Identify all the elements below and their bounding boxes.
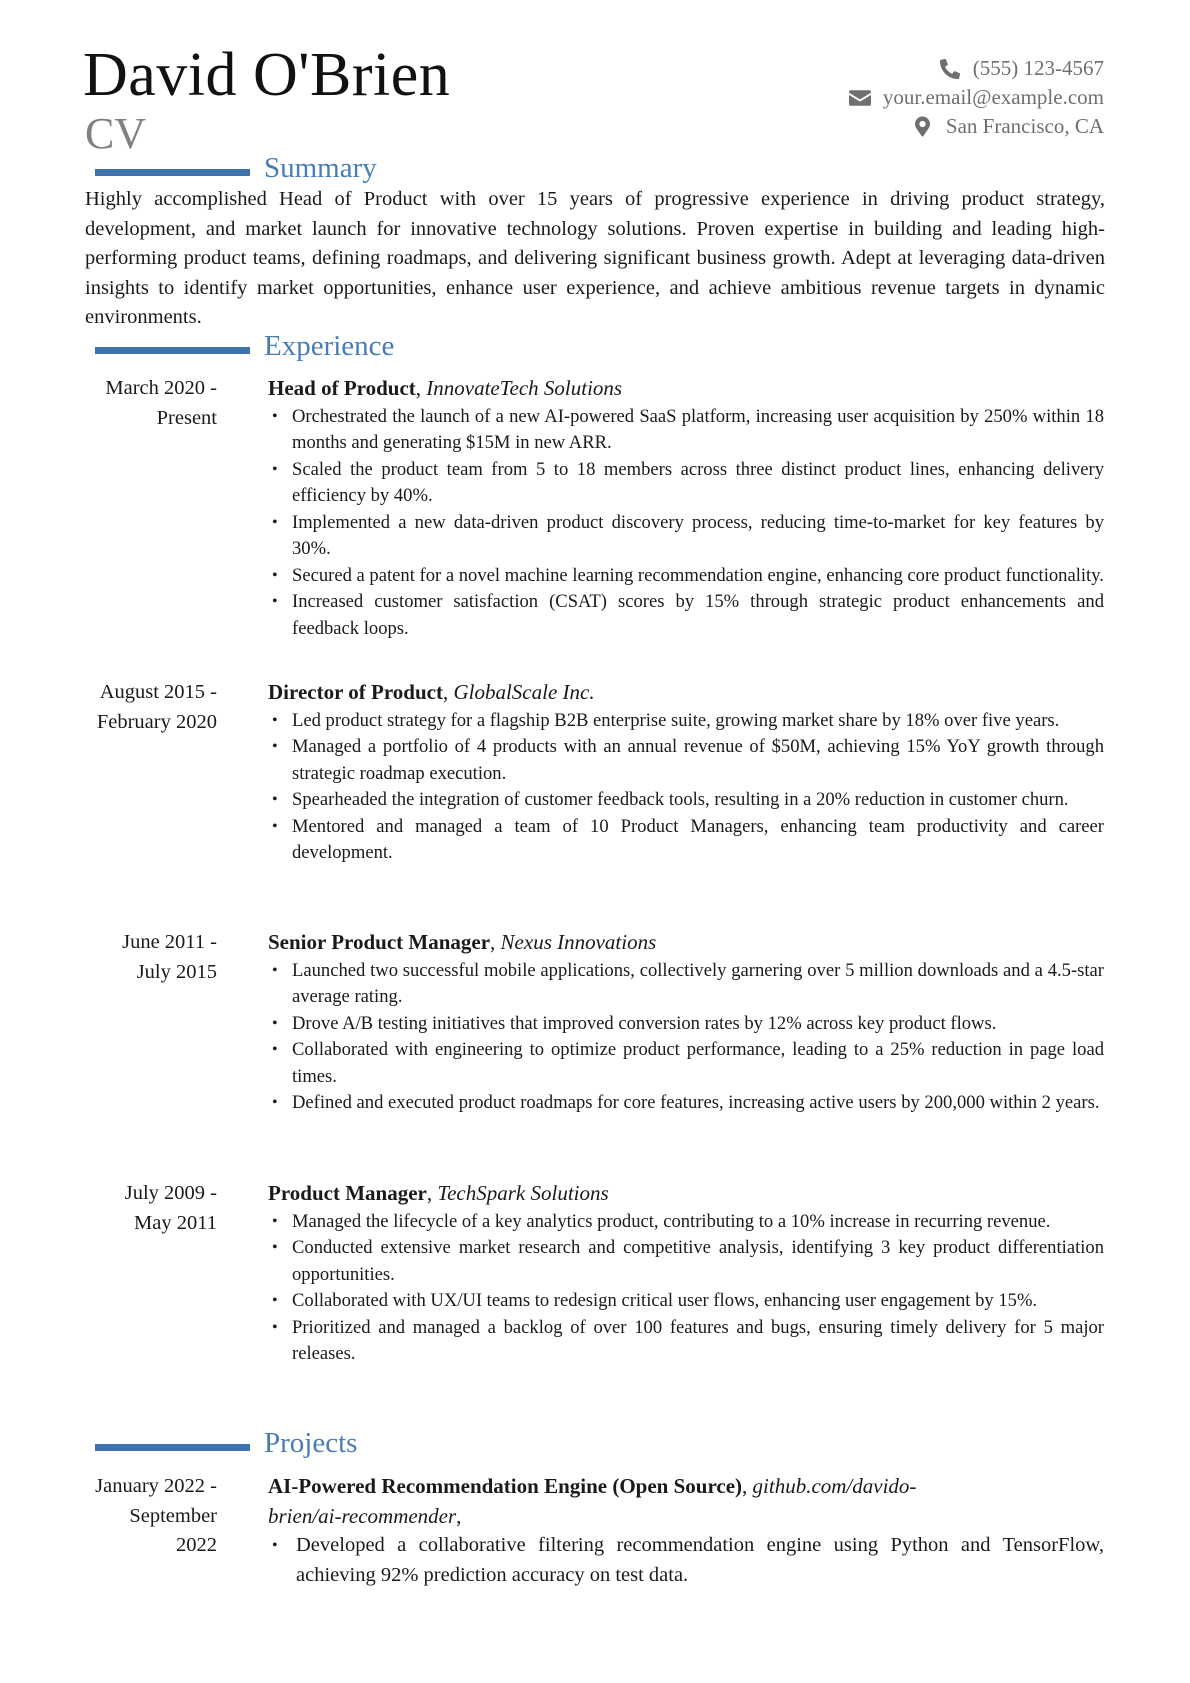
envelope-icon bbox=[849, 88, 871, 108]
summary-section-heading bbox=[83, 152, 377, 184]
achievement-item: • Increased customer satisfaction (CSAT) scores by 15% through strategic product enhancements and feedback loops. bbox=[268, 589, 1104, 642]
projects-title: Projects bbox=[264, 1427, 358, 1459]
location-text: San Francisco, CA bbox=[945, 114, 1104, 138]
date-end: Present bbox=[156, 406, 217, 429]
phone-icon bbox=[939, 59, 961, 79]
contact-info bbox=[849, 54, 1104, 141]
achievement-list bbox=[268, 708, 1104, 867]
job-title: Product Manager bbox=[268, 1181, 427, 1205]
section-accent-bar bbox=[95, 1444, 250, 1451]
project-name: AI-Powered Recommendation Engine (Open Source) bbox=[268, 1474, 743, 1498]
date-end-year: 2022 bbox=[176, 1534, 217, 1556]
company-name: InnovateTech Solutions bbox=[426, 376, 623, 400]
achievement-item: • Collaborated with UX/UI teams to redesign critical user flows, enhancing user engagement by 15%. bbox=[268, 1288, 1104, 1315]
achievement-item: • Managed the lifecycle of a key analytics product, contributing to a 10% increase in recurring revenue. bbox=[268, 1209, 1104, 1236]
entry-date bbox=[60, 1472, 217, 1561]
achievement-list bbox=[268, 404, 1104, 643]
date-start: March 2020 - bbox=[105, 377, 217, 399]
date-start: June 2011 - bbox=[122, 931, 217, 953]
achievement-list bbox=[268, 958, 1104, 1117]
achievement-item: • Secured a patent for a novel machine learning recommendation engine, enhancing core product functionality. bbox=[268, 563, 1104, 590]
achievement-item: • Managed a portfolio of 4 products with an annual revenue of $50M, achieving 15% YoY growth through strategic roadmap execution. bbox=[268, 734, 1104, 787]
candidate-name: David O'Brien bbox=[83, 41, 451, 109]
entry-date bbox=[60, 678, 217, 737]
achievement-item: • Implemented a new data-driven product discovery process, reducing time-to-market for key features by 30%. bbox=[268, 510, 1104, 563]
achievement-item: • Led product strategy for a flagship B2B enterprise suite, growing market share by 18% over five years. bbox=[268, 708, 1104, 735]
entry-heading: Product Manager, TechSpark Solutions bbox=[268, 1181, 609, 1205]
company-name: Nexus Innovations bbox=[500, 930, 657, 954]
date-end: February 2020 bbox=[96, 710, 217, 733]
summary-title: Summary bbox=[264, 152, 377, 184]
entry-body bbox=[268, 374, 1104, 642]
document-subtitle: CV bbox=[85, 109, 147, 158]
entry-heading: Head of Product, InnovateTech Solutions bbox=[268, 376, 623, 400]
date-end: May 2011 bbox=[134, 1211, 217, 1234]
date-start: January 2022 - bbox=[95, 1475, 217, 1497]
achievement-item: • Defined and executed product roadmaps for core features, increasing active users by 200,000 within 2 years. bbox=[268, 1090, 1104, 1117]
entry-date bbox=[60, 374, 217, 433]
date-start: July 2009 - bbox=[124, 1182, 217, 1204]
entry-body bbox=[268, 1472, 1104, 1590]
achievement-item: • Drove A/B testing initiatives that improved conversion rates by 12% across key product flows. bbox=[268, 1011, 1104, 1038]
job-title: Senior Product Manager bbox=[268, 930, 491, 954]
company-name: TechSpark Solutions bbox=[437, 1181, 609, 1205]
entry-heading: Senior Product Manager, Nexus Innovations bbox=[268, 930, 657, 954]
job-title: Director of Product bbox=[268, 680, 443, 704]
achievement-item: • Spearheaded the integration of customer feedback tools, resulting in a 20% reduction in customer churn. bbox=[268, 787, 1104, 814]
experience-section-heading bbox=[83, 330, 394, 362]
contact-location bbox=[849, 112, 1104, 141]
achievement-item: • Launched two successful mobile applications, collectively garnering over 5 million downloads and a 4.5-star average rating. bbox=[268, 958, 1104, 1011]
date-end-month: September bbox=[129, 1504, 217, 1527]
project-link-part: brien/ai-recommender bbox=[268, 1503, 457, 1528]
phone-number: (555) 123-4567 bbox=[972, 56, 1104, 80]
achievement-item: • Mentored and managed a team of 10 Product Managers, enhancing team productivity and career development. bbox=[268, 814, 1104, 867]
experience-title: Experience bbox=[264, 330, 395, 362]
summary-text: Highly accomplished Head of Product with over 15 years of progressive experience in driving product strategy, development, and market launch for innovative technology solutions. Proven expertise in building and leading high-performing product teams, defining roadmaps, and delivering significant business growth. Adept at leveraging data-driven insights to identify market opportunities, enhance user experience, and achieve ambitious revenue targets in dynamic environments. bbox=[85, 188, 1105, 328]
achievement-list bbox=[268, 1209, 1104, 1368]
entry-heading: Director of Product, GlobalScale Inc. bbox=[268, 680, 595, 704]
achievement-item: • Collaborated with engineering to optimize product performance, leading to a 25% reduction in page load times. bbox=[268, 1037, 1104, 1090]
entry-body bbox=[268, 1179, 1104, 1368]
email-address: your.email@example.com bbox=[882, 85, 1104, 109]
job-title: Head of Product bbox=[268, 376, 416, 400]
section-accent-bar bbox=[95, 169, 250, 176]
achievement-item: • Prioritized and managed a backlog of over 100 features and bugs, ensuring timely delivery for 5 major releases. bbox=[268, 1315, 1104, 1368]
entry-date bbox=[60, 1179, 217, 1238]
contact-phone[interactable] bbox=[849, 54, 1104, 83]
achievement-item: • Scaled the product team from 5 to 18 members across three distinct product lines, enhancing delivery efficiency by 40%. bbox=[268, 457, 1104, 510]
entry-body bbox=[268, 928, 1104, 1117]
projects-section-heading bbox=[83, 1427, 357, 1459]
achievement-item: • Orchestrated the launch of a new AI-powered SaaS platform, increasing user acquisition by 250% within 18 months and generating $15M in new ARR. bbox=[268, 404, 1104, 457]
achievement-item: • Developed a collaborative filtering recommendation engine using Python and TensorFlow, achieving 92% prediction accuracy on test data. bbox=[268, 1531, 1104, 1590]
entry-date bbox=[60, 928, 217, 987]
contact-email[interactable] bbox=[849, 83, 1104, 112]
date-start: August 2015 - bbox=[99, 681, 217, 703]
section-accent-bar bbox=[95, 347, 250, 354]
map-marker-icon bbox=[912, 117, 934, 137]
date-end: July 2015 bbox=[136, 960, 217, 983]
company-name: GlobalScale Inc. bbox=[453, 680, 595, 704]
project-link-part: github.com/davido- bbox=[752, 1474, 917, 1498]
achievement-item: • Conducted extensive market research and competitive analysis, identifying 3 key product differentiation opportunities. bbox=[268, 1235, 1104, 1288]
achievement-list bbox=[268, 1531, 1104, 1590]
entry-body bbox=[268, 678, 1104, 867]
entry-heading: AI-Powered Recommendation Engine (Open Source), github.com/davido- brien/ai-recommender, bbox=[268, 1474, 917, 1528]
